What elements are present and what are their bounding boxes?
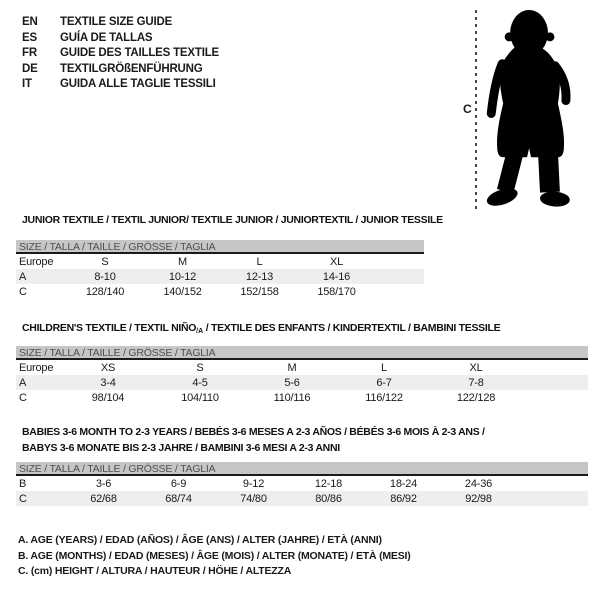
table-row	[16, 476, 588, 491]
language-row-it	[22, 77, 219, 93]
filler-cell	[375, 269, 424, 284]
table-row	[16, 254, 424, 269]
size-header-bar	[16, 462, 588, 476]
size-cell: 86/92	[366, 491, 441, 506]
filler-cell	[375, 254, 424, 269]
size-cell: 152/158	[240, 285, 279, 298]
size-cell: 12-13	[221, 269, 298, 284]
size-cell: M	[178, 255, 187, 268]
size-header-label: SIZE / TALLA / TAILLE / GRÖSSE / TAGLIA	[19, 241, 216, 253]
size-cell: 68/74	[141, 491, 216, 506]
row-label: C	[19, 391, 27, 404]
row-label: A	[16, 375, 62, 390]
size-cell: 62/68	[66, 491, 141, 506]
size-cell: 104/110	[181, 391, 219, 404]
babies-title-line2: BABYS 3-6 MONATE BIS 2-3 JAHRE / BAMBINI 3-6 MESI A 2-3 ANNI	[22, 442, 340, 454]
childrens-title-prefix: CHILDREN'S TEXTILE / TEXTIL NIÑO	[22, 322, 197, 334]
language-row-es	[22, 31, 219, 47]
footnote-b: B. AGE (MONTHS) / EDAD (MESES) / ÂGE (MOIS) / ALTER (MONATE) / ETÀ (MESI)	[18, 549, 411, 562]
size-cell: 110/116	[273, 391, 311, 404]
row-label: B	[19, 477, 27, 490]
row-label: C	[16, 491, 66, 506]
language-title: GUÍA DE TALLAS	[60, 31, 153, 44]
table-row	[16, 375, 588, 390]
language-title: TEXTILGRÖßENFÜHRUNG	[60, 62, 203, 75]
junior-table-title: JUNIOR TEXTILE / TEXTIL JUNIOR/ TEXTILE JUNIOR / JUNIORTEXTIL / JUNIOR TESSILE	[22, 214, 443, 226]
language-row-fr	[22, 46, 219, 62]
language-title: GUIDA ALLE TAGLIE TESSILI	[60, 78, 216, 90]
size-cell: 6-7	[338, 375, 430, 390]
filler-cell	[522, 390, 588, 405]
size-cell: 3-6	[95, 477, 112, 490]
size-cell: 24-36	[464, 477, 493, 490]
height-dotted-line	[475, 10, 477, 212]
language-row-en	[22, 15, 219, 31]
size-cell: 8-10	[66, 269, 144, 284]
size-cell: 80/86	[291, 491, 366, 506]
childrens-table	[16, 346, 588, 405]
filler-cell	[516, 491, 588, 506]
filler-cell	[375, 284, 424, 299]
size-cell: S	[101, 255, 109, 268]
baby-silhouette-icon	[486, 8, 596, 212]
language-code: FR	[22, 47, 37, 59]
language-title: GUIDE DES TAILLES TEXTILE	[60, 47, 219, 59]
filler-cell	[522, 360, 588, 375]
footnote-a: A. AGE (YEARS) / EDAD (AÑOS) / ÂGE (ANS) / ALTER (JAHRE) / ETÀ (ANNI)	[18, 534, 382, 546]
size-cell: M	[287, 361, 297, 374]
size-cell: 12-18	[314, 477, 343, 490]
language-list	[22, 15, 219, 93]
height-label: C	[463, 102, 472, 116]
size-cell: 98/104	[91, 391, 125, 404]
language-code: IT	[22, 78, 32, 90]
language-code: DE	[22, 62, 38, 75]
language-title: TEXTILE SIZE GUIDE	[60, 16, 173, 28]
language-code: EN	[22, 16, 38, 28]
footnote-c: C. (cm) HEIGHT / ALTURA / HAUTEUR / HÖHE / ALTEZZA	[18, 565, 292, 577]
table-row	[16, 284, 424, 299]
table-row	[16, 360, 588, 375]
size-cell: 74/80	[216, 491, 291, 506]
size-cell: L	[256, 255, 263, 268]
size-cell: XS	[100, 361, 116, 374]
size-cell: 9-12	[242, 477, 265, 490]
row-label: Europe	[19, 361, 54, 374]
size-cell: 14-16	[298, 269, 375, 284]
size-cell: 116/122	[365, 391, 403, 404]
size-cell: S	[196, 361, 204, 374]
language-code: ES	[22, 31, 37, 44]
babies-table-title	[22, 424, 485, 456]
size-cell: 6-9	[170, 477, 187, 490]
table-row	[16, 390, 588, 405]
filler-cell	[516, 476, 588, 491]
size-cell: L	[381, 361, 387, 374]
row-label: A	[16, 269, 66, 284]
size-cell: 158/170	[317, 285, 356, 298]
childrens-title-suffix: / TEXTILE DES ENFANTS / KINDERTEXTIL / BAMBINI TESSILE	[203, 322, 501, 334]
filler-cell	[522, 375, 588, 390]
size-cell: 3-4	[62, 375, 154, 390]
babies-table	[16, 462, 588, 506]
childrens-table-title	[22, 320, 500, 340]
size-cell: 4-5	[154, 375, 246, 390]
babies-title-line1: BABIES 3-6 MONTH TO 2-3 YEARS / BEBÉS 3-6 MESES A 2-3 AÑOS / BÉBÉS 3-6 MOIS À 2-3 ANS /	[22, 426, 485, 438]
footnotes	[18, 533, 411, 580]
size-cell: 128/140	[85, 285, 125, 298]
table-row	[16, 269, 424, 284]
language-row-de	[22, 62, 219, 78]
table-row	[16, 491, 588, 506]
childrens-title-subscript: /A	[196, 328, 204, 335]
row-label: C	[19, 285, 27, 298]
size-cell: XL	[469, 361, 483, 374]
size-cell: 140/152	[163, 285, 202, 298]
size-header-label: SIZE / TALLA / TAILLE / GRÖSSE / TAGLIA	[19, 347, 216, 359]
size-cell: XL	[329, 255, 344, 268]
size-cell: 18-24	[389, 477, 418, 490]
size-cell: 7-8	[430, 375, 522, 390]
row-label: Europe	[19, 255, 54, 268]
size-cell: 5-6	[246, 375, 338, 390]
size-cell: 92/98	[441, 491, 516, 506]
size-header-bar	[16, 240, 424, 254]
size-header-bar	[16, 346, 588, 360]
size-cell: 10-12	[144, 269, 221, 284]
junior-table	[16, 240, 424, 299]
size-header-label: SIZE / TALLA / TAILLE / GRÖSSE / TAGLIA	[19, 463, 216, 475]
size-cell: 122/128	[456, 391, 496, 404]
